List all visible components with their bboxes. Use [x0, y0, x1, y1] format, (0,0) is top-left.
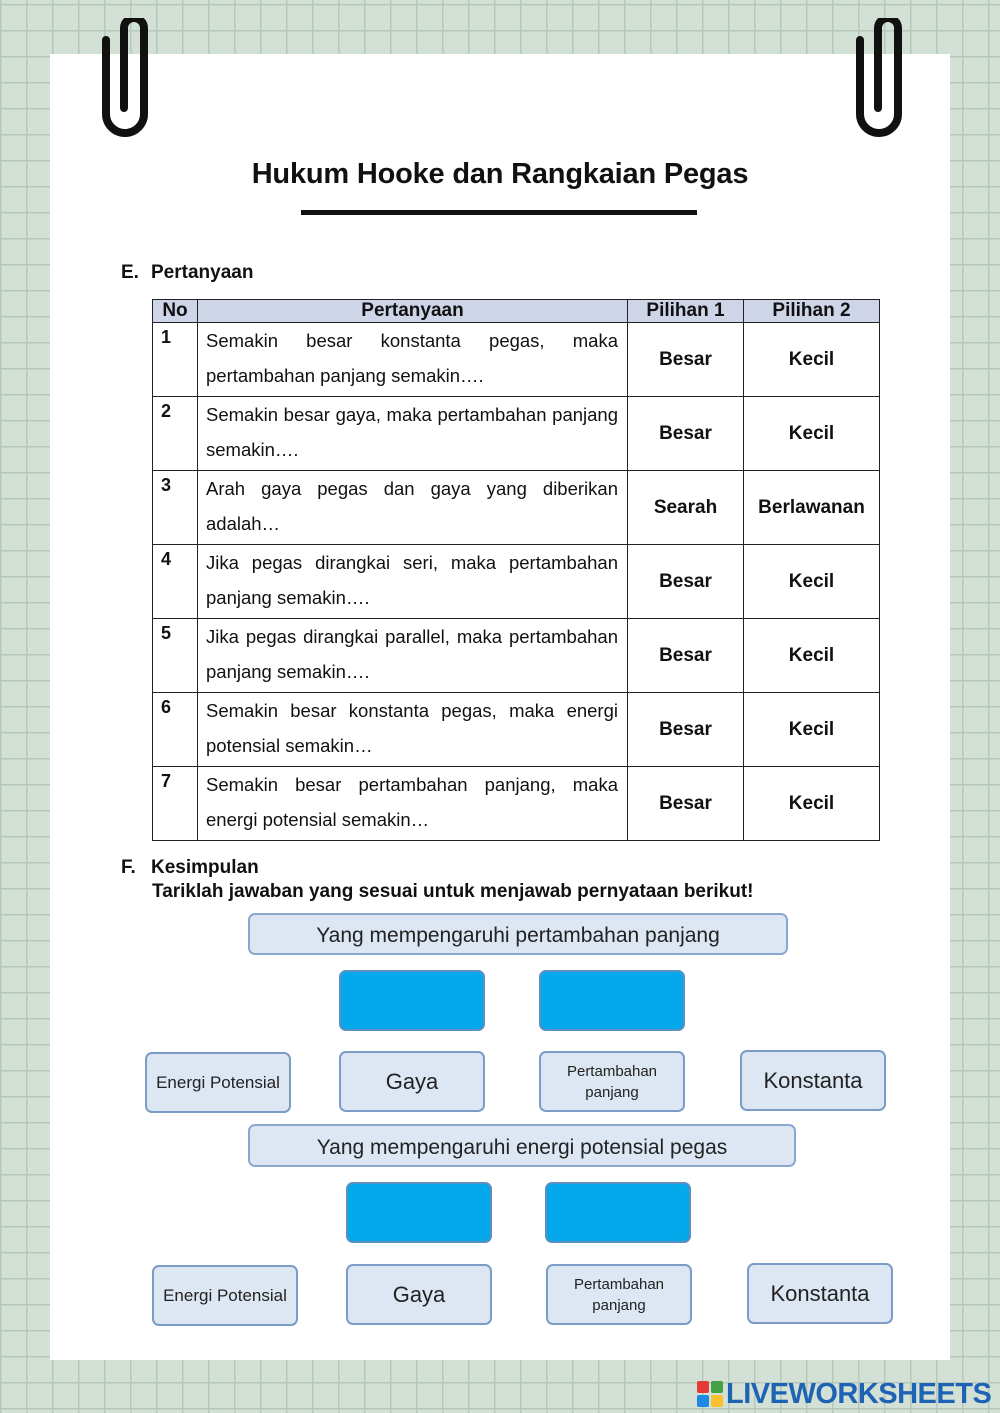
liveworksheets-logo[interactable]	[697, 1378, 991, 1410]
questions-table	[152, 299, 880, 841]
liveworksheets-logo-text: LIVEWORKSHEETS	[726, 1377, 992, 1410]
section-f-label: Kesimpulan	[151, 857, 259, 878]
header-question: Pertanyaan	[198, 300, 628, 323]
row-number: 6	[153, 693, 198, 767]
group1-drop-zone-1[interactable]	[339, 970, 485, 1031]
option1-choice[interactable]: Besar	[628, 693, 744, 767]
header-option1: Pilihan 1	[628, 300, 744, 323]
question-text: Semakin besar konstanta pegas, maka pertambahan panjang semakin….	[198, 323, 628, 397]
table-row	[153, 545, 880, 619]
row-number: 2	[153, 397, 198, 471]
row-number: 3	[153, 471, 198, 545]
option1-choice[interactable]: Besar	[628, 397, 744, 471]
liveworksheets-logo-icon	[697, 1381, 723, 1407]
table-row	[153, 471, 880, 545]
page-title: Hukum Hooke dan Rangkaian Pegas	[251, 158, 749, 190]
group2-drop-zone-2[interactable]	[545, 1182, 691, 1243]
option2-choice[interactable]: Kecil	[744, 693, 880, 767]
group2-option-gaya[interactable]: Gaya	[346, 1264, 492, 1325]
option2-choice[interactable]: Kecil	[744, 397, 880, 471]
instruction-text: Tariklah jawaban yang sesuai untuk menjawab pernyataan berikut!	[152, 881, 754, 902]
option1-choice[interactable]: Besar	[628, 619, 744, 693]
group1-option-pertambahan-panjang[interactable]: Pertambahan panjang	[539, 1051, 685, 1112]
question-text: Semakin besar gaya, maka pertambahan panjang semakin….	[198, 397, 628, 471]
option2-choice[interactable]: Kecil	[744, 619, 880, 693]
option1-choice[interactable]: Besar	[628, 545, 744, 619]
header-no: No	[153, 300, 198, 323]
question-text: Arah gaya pegas dan gaya yang diberikan adalah…	[198, 471, 628, 545]
option1-choice[interactable]: Besar	[628, 323, 744, 397]
section-e-label: Pertanyaan	[151, 262, 254, 283]
section-f-letter: F.	[121, 857, 136, 878]
table-row	[153, 323, 880, 397]
table-row	[153, 767, 880, 841]
row-number: 5	[153, 619, 198, 693]
section-f-heading	[121, 857, 259, 879]
group1-option-gaya[interactable]: Gaya	[339, 1051, 485, 1112]
section-e-heading	[121, 262, 253, 284]
row-number: 1	[153, 323, 198, 397]
group1-option-konstanta[interactable]: Konstanta	[740, 1050, 886, 1111]
group1-option-energi-potensial[interactable]: Energi Potensial	[145, 1052, 291, 1113]
section-e-letter: E.	[121, 262, 139, 283]
option1-choice[interactable]: Besar	[628, 767, 744, 841]
group1-header: Yang mempengaruhi pertambahan panjang	[248, 913, 788, 955]
header-option2: Pilihan 2	[744, 300, 880, 323]
row-number: 4	[153, 545, 198, 619]
group2-header: Yang mempengaruhi energi potensial pegas	[248, 1124, 796, 1167]
table-row	[153, 619, 880, 693]
option2-choice[interactable]: Kecil	[744, 323, 880, 397]
option1-choice[interactable]: Searah	[628, 471, 744, 545]
group1-drop-zone-2[interactable]	[539, 970, 685, 1031]
paperclip-right-icon	[846, 18, 912, 142]
question-text: Jika pegas dirangkai seri, maka pertambahan panjang semakin….	[198, 545, 628, 619]
option2-choice[interactable]: Kecil	[744, 767, 880, 841]
question-text: Semakin besar konstanta pegas, maka energi potensial semakin…	[198, 693, 628, 767]
table-row	[153, 397, 880, 471]
question-text: Jika pegas dirangkai parallel, maka pertambahan panjang semakin….	[198, 619, 628, 693]
group2-drop-zone-1[interactable]	[346, 1182, 492, 1243]
row-number: 7	[153, 767, 198, 841]
group2-option-pertambahan-panjang[interactable]: Pertambahan panjang	[546, 1264, 692, 1325]
group2-option-energi-potensial[interactable]: Energi Potensial	[152, 1265, 298, 1326]
table-row	[153, 693, 880, 767]
option2-choice[interactable]: Berlawanan	[744, 471, 880, 545]
title-underline	[301, 210, 697, 215]
group2-option-konstanta[interactable]: Konstanta	[747, 1263, 893, 1324]
question-text: Semakin besar pertambahan panjang, maka energi potensial semakin…	[198, 767, 628, 841]
table-header-row	[153, 300, 880, 323]
option2-choice[interactable]: Kecil	[744, 545, 880, 619]
paperclip-left-icon	[92, 18, 158, 142]
